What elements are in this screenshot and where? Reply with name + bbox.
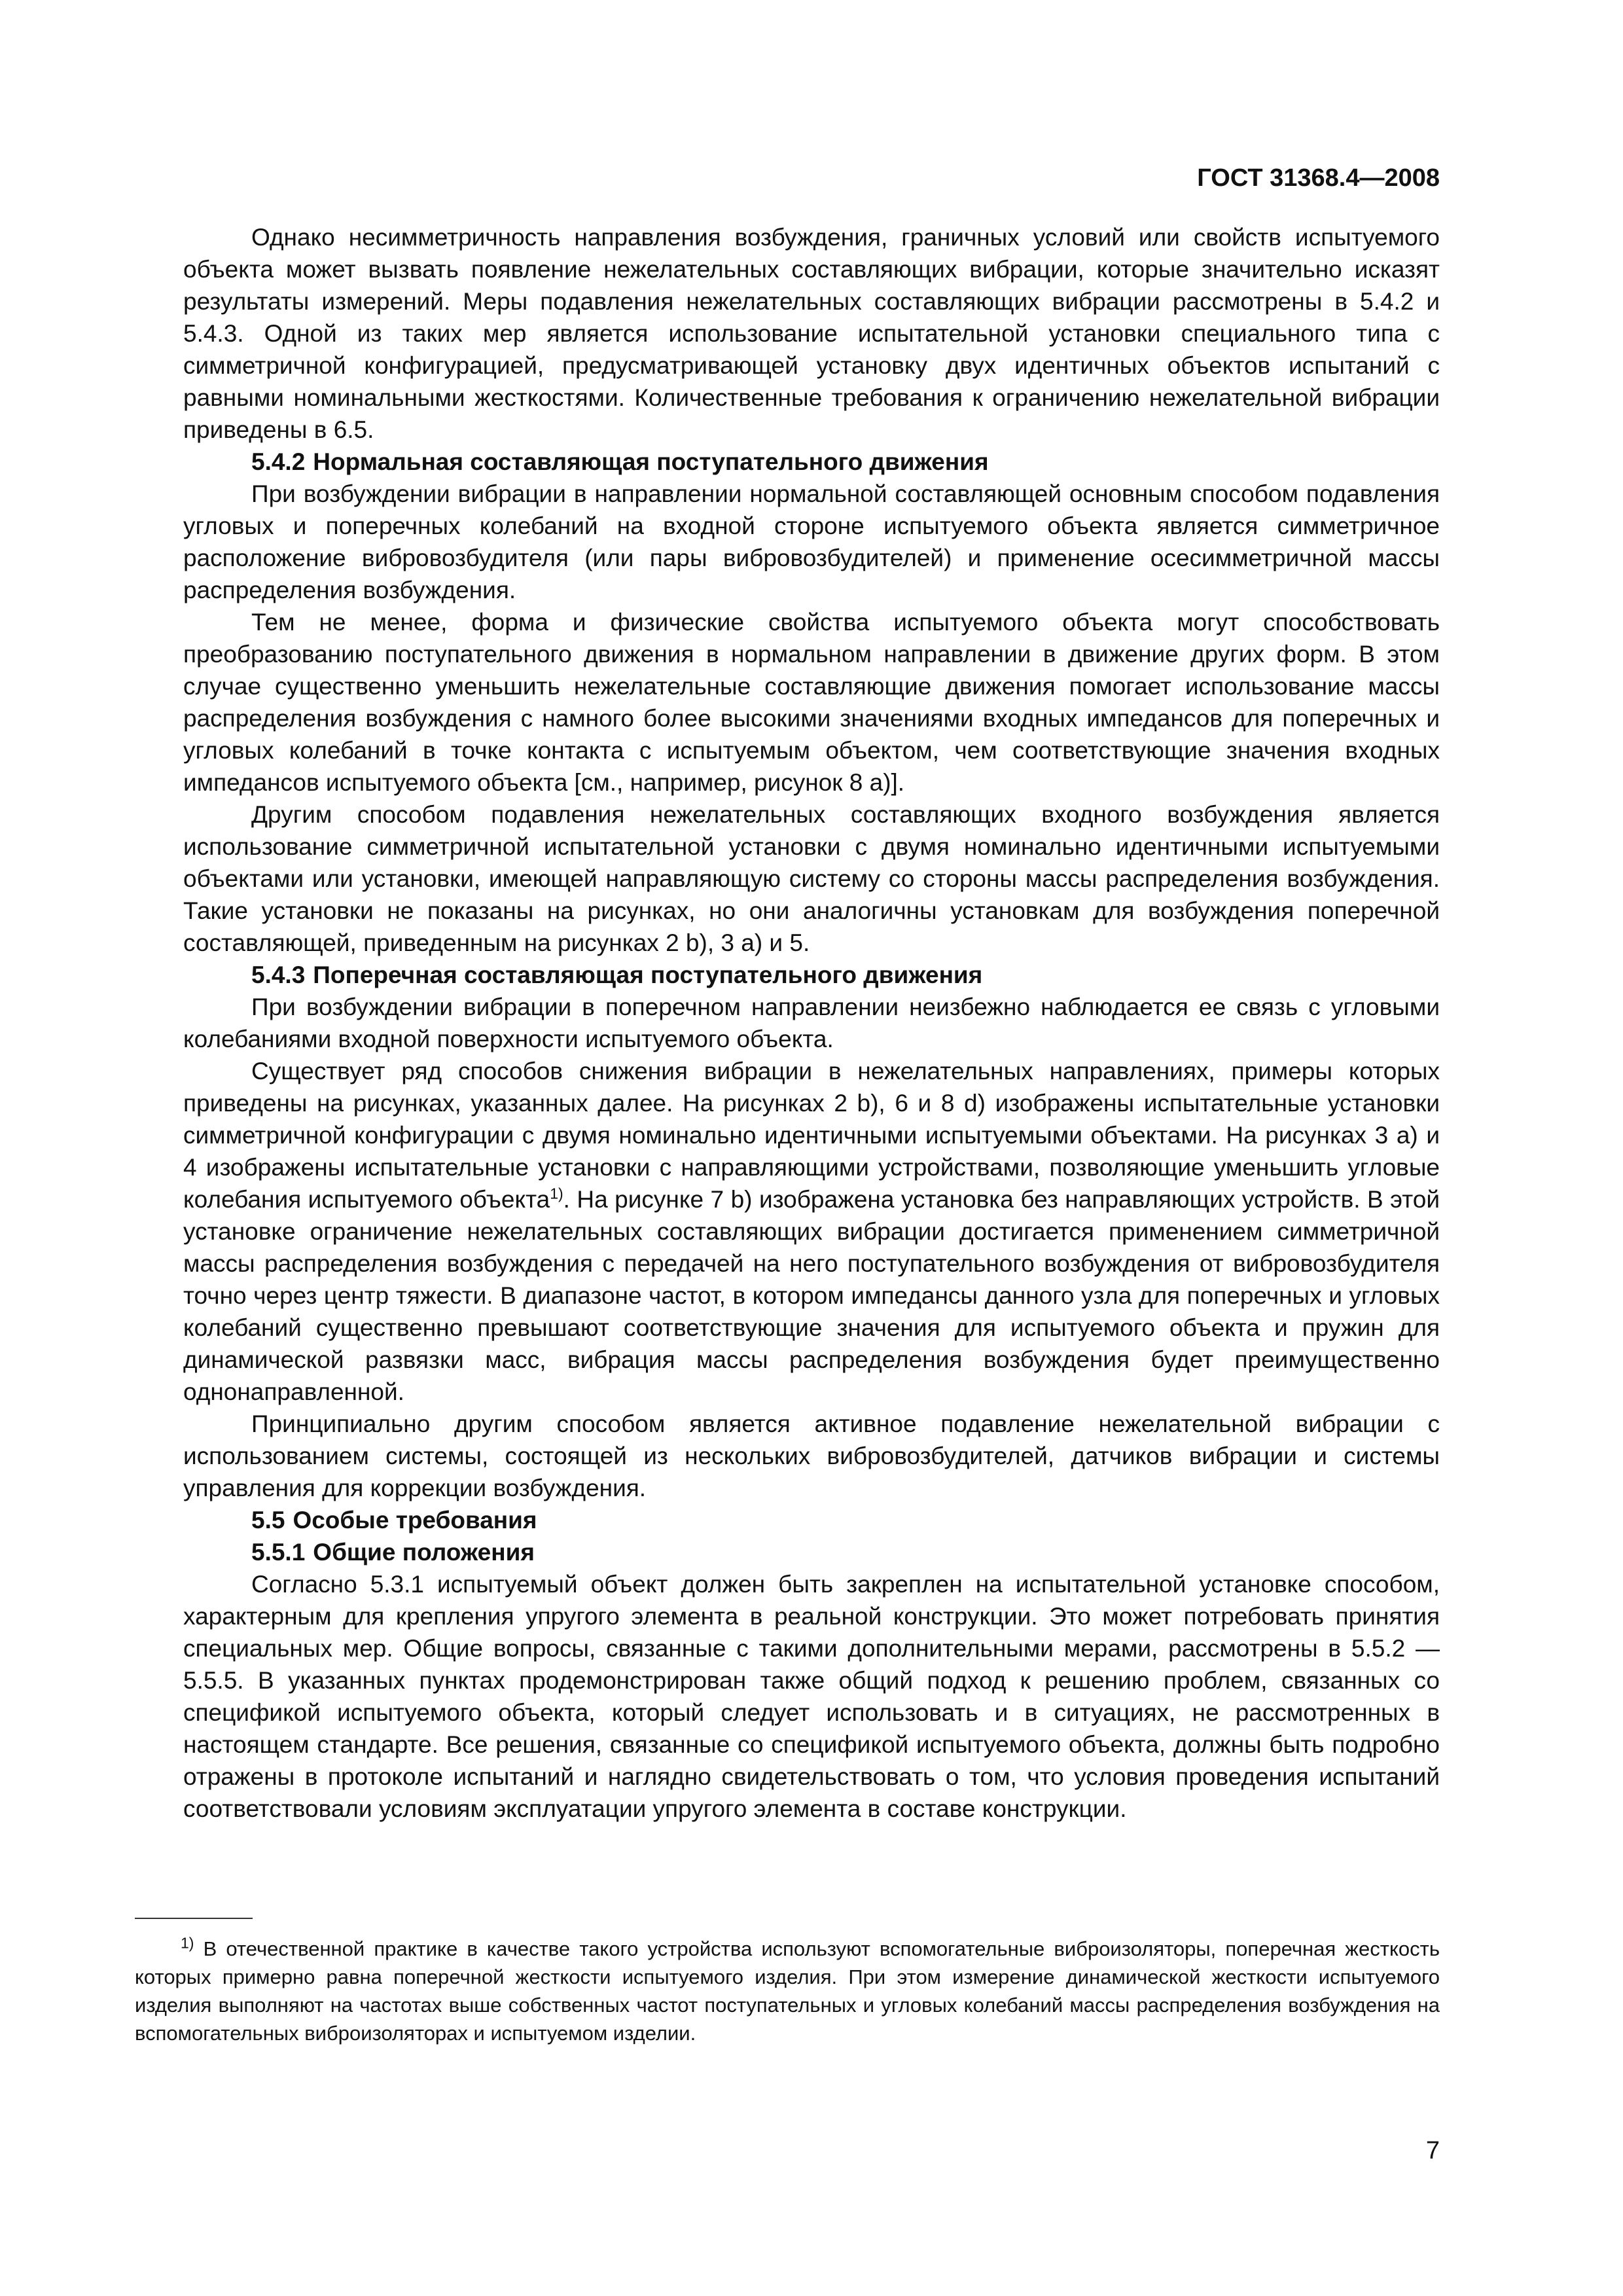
page-body	[183, 221, 1440, 1825]
section-title: Особые требования	[293, 1507, 537, 1534]
footnote-reference: 1)	[550, 1185, 563, 1202]
body-paragraph: Принципиально другим способом является активное подавление нежелательной вибрации с использованием системы, состоящей из нескольких вибровозбудителей, датчиков вибрации и системы управления для коррекции возбуждения.	[183, 1410, 1440, 1501]
footnote	[135, 1935, 1440, 2047]
body-paragraph-with-footnote	[183, 1055, 1440, 1408]
section-number: 5.5	[251, 1507, 285, 1534]
section-heading-5-5	[183, 1504, 1440, 1536]
body-paragraph: Однако несимметричность направления возбуждения, граничных условий или свойств испытуемого объекта может вызвать появление нежелательных составляющих вибрации, которые значительно исказят результаты измерений. Меры подавления нежелательных составляющих вибрации рассмотрены в 5.4.2 и 5.4.3. Одной из таких мер является использование испытательной установки специального типа с симметричной конфигурацией, предусматривающей установку двух идентичных объектов испытаний с равными номинальными жесткостями. Количественные требования к ограничению нежелательной вибрации приведены в 6.5.	[183, 224, 1440, 443]
body-paragraph: Согласно 5.3.1 испытуемый объект должен быть закреплен на испытательной установке способом, характерным для крепления упругого элемента в реальной конструкции. Это может потребовать принятия специальных мер. Общие вопросы, связанные с такими дополнительными мерами, рассмотрены в 5.5.2 — 5.5.5. В указанных пунктах продемонстрирован также общий подход к решению проблем, связанных со спецификой испытуемого объекта, который следует использовать и в ситуациях, не рассмотренных в настоящем стандарте. Все решения, связанные со спецификой испытуемого объекта, должны быть подробно отражены в протоколе испытаний и наглядно свидетельствовать о том, что условия проведения испытаний соответствовали условиям эксплуатации упругого элемента в составе конструкции.	[183, 1571, 1440, 1822]
footnote-marker: 1)	[181, 1934, 194, 1952]
section-number: 5.4.2	[251, 448, 306, 475]
section-heading-5-4-2	[183, 446, 1440, 478]
section-number: 5.5.1	[251, 1539, 306, 1566]
body-paragraph: При возбуждении вибрации в направлении нормальной составляющей основным способом подавления угловых и поперечных колебаний на входной стороне испытуемого объекта является симметричное расположение вибровозбудителя (или пары вибровозбудителей) и применение осесимметричной массы распределения возбуждения.	[183, 480, 1440, 603]
paragraph-text: Существует ряд способов снижения вибрации в нежелательных направлениях, примеры которых приведены на рисунках, указанных далее. На рисунках 2 b), 6 и 8 d) изображены испытательные установки симметричной конфигурации с двумя номинально идентичными испытуемыми объектами. На рисунках 3 а) и 4 изображены испытательные установки с направляющими устройствами, позволяющие уменьшить угловые колебания испытуемого объекта	[183, 1058, 1440, 1213]
body-paragraph: Тем не менее, форма и физические свойства испытуемого объекта могут способствовать преобразованию поступательного движения в нормальном направлении в движение других форм. В этом случае существенно уменьшить нежелательные составляющие движения помогает использование массы распределения возбуждения с намного более высокими значениями входных импедансов для поперечных и угловых колебаний в точке контакта с испытуемым объектом, чем соответствующие значения входных импедансов испытуемого объекта [см., например, рисунок 8 а)].	[183, 609, 1440, 796]
section-title: Общие положения	[313, 1539, 535, 1566]
paragraph-text: . На рисунке 7 b) изображена установка без направляющих устройств. В этой установке ограничение нежелательных составляющих вибрации достигается применением симметричной массы распределения возбуждения с передачей на него поступательного возбуждения от вибровозбудителя точно через центр тяжести. В диапазоне частот, в котором импедансы данного узла для поперечных и угловых колебаний существенно превышают соответствующие значения для испытуемого объекта и пружин для динамической развязки масс, вибрация массы распределения возбуждения будет преимущественно однонаправленной.	[183, 1186, 1440, 1405]
page-number: 7	[1425, 2137, 1440, 2164]
section-title: Нормальная составляющая поступательного движения	[313, 448, 989, 475]
footnote-divider	[135, 1918, 253, 1919]
section-title: Поперечная составляющая поступательного движения	[313, 961, 983, 988]
section-heading-5-5-1	[183, 1536, 1440, 1568]
section-number: 5.4.3	[251, 961, 306, 988]
footnote-text: В отечественной практике в качестве такого устройства используют вспомогательные виброизоляторы, поперечная жесткость которых примерно равна поперечной жесткости испытуемого изделия. При этом измерение динамической жесткости испытуемого изделия выполняют на частотах выше собственных частот поступательных и угловых колебаний массы распределения возбуждения на вспомогательных виброизоляторах и испытуемом изделии.	[135, 1937, 1440, 2045]
body-paragraph: Другим способом подавления нежелательных составляющих входного возбуждения является использование симметричной испытательной установки с двумя номинально идентичными испытуемыми объектами или установки, имеющей направляющую систему со стороны массы распределения возбуждения. Такие установки не показаны на рисунках, но они аналогичны установкам для возбуждения поперечной составляющей, приведенным на рисунках 2 b), 3 а) и 5.	[183, 801, 1440, 956]
section-heading-5-4-3	[183, 959, 1440, 991]
standard-header: ГОСТ 31368.4—2008	[1197, 164, 1440, 192]
body-paragraph: При возбуждении вибрации в поперечном направлении неизбежно наблюдается ее связь с угловыми колебаниями входной поверхности испытуемого объекта.	[183, 994, 1440, 1052]
